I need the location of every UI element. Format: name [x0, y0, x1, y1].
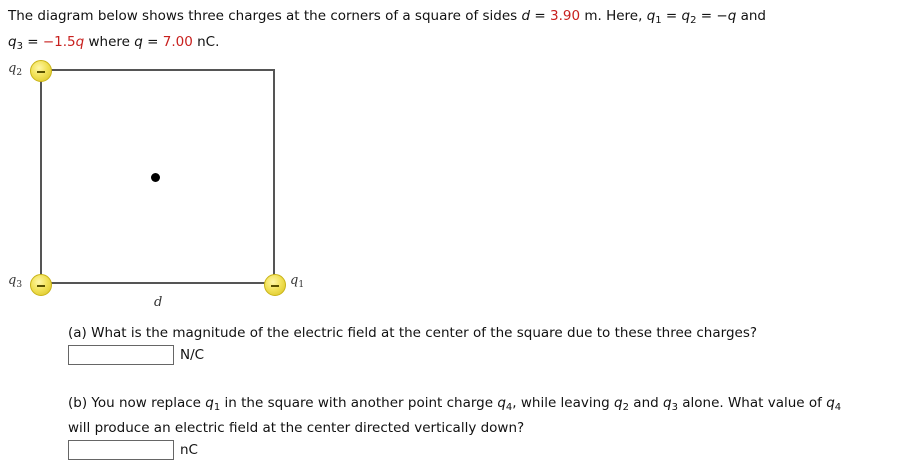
q2-label: $q_2$	[8, 61, 23, 78]
q3-negative-charge-icon	[30, 274, 52, 296]
part-a-unit: N/C	[180, 347, 205, 363]
q-value: 7.00	[162, 34, 193, 50]
equals: =	[142, 34, 163, 50]
q1-subscript: 1	[213, 402, 221, 413]
d-value: 3.90	[550, 8, 581, 24]
d-unit: m. Here,	[580, 8, 647, 24]
equals: =	[530, 8, 550, 24]
q2-subscript: 2	[622, 402, 629, 413]
q1-negative-charge-icon	[264, 274, 286, 296]
q2-symbol: q	[681, 8, 691, 24]
q2-negative-charge-icon	[30, 60, 52, 82]
part-b-text: in the square with another point charge	[220, 395, 498, 411]
q3-label: $q_3$	[8, 273, 23, 290]
part-b-text: and	[629, 395, 663, 411]
problem-statement-line1	[8, 8, 766, 24]
equals: =	[661, 8, 682, 24]
q2-symbol: q	[614, 395, 623, 411]
equals: =	[22, 34, 43, 50]
part-a-question: (a) What is the magnitude of the electric field at the center of the square due to these three charges?	[68, 325, 758, 341]
q3-symbol: q	[662, 395, 672, 411]
part-a-answer-input[interactable]	[68, 345, 174, 365]
q3-value: −1.5	[42, 34, 76, 50]
q3-subscript: 3	[671, 402, 678, 413]
q4-subscript: 4	[834, 402, 842, 413]
center-point	[151, 173, 160, 182]
q-unit: nC.	[192, 34, 220, 50]
charge-square-diagram	[0, 55, 340, 315]
q1-symbol: q	[205, 395, 214, 411]
q4-subscript: 4	[505, 402, 513, 413]
side-length-label: d	[154, 295, 163, 310]
q3-subscript: 3	[16, 41, 23, 52]
q4-symbol: q	[826, 395, 835, 411]
q1-subscript: 1	[655, 15, 662, 26]
q3-q-symbol: q	[75, 34, 85, 50]
where-text: where	[84, 34, 135, 50]
q3-symbol: q	[8, 34, 17, 50]
q4-symbol: q	[497, 395, 506, 411]
q2-subscript: 2	[690, 15, 697, 26]
part-b-question-line2: will produce an electric field at the center directed vertically down?	[68, 420, 525, 436]
q-symbol: q	[134, 34, 143, 50]
equals-negative: = −	[696, 8, 728, 24]
q1-label: $q_1$	[290, 273, 305, 290]
part-b-text: (b) You now replace	[68, 395, 206, 411]
part-b-question-line1	[68, 395, 841, 411]
problem-statement-line2	[8, 34, 219, 50]
part-b-text: alone. What value of	[677, 395, 827, 411]
part-b-unit: nC	[180, 442, 198, 458]
and-text: and	[736, 8, 766, 24]
q1-symbol: q	[646, 8, 656, 24]
q-symbol: q	[727, 8, 737, 24]
part-b-answer-input[interactable]	[68, 440, 174, 460]
part-b-text: , while leaving	[512, 395, 615, 411]
intro-text: The diagram below shows three charges at the corners of a square of sides	[8, 8, 522, 24]
d-symbol: d	[521, 8, 531, 24]
